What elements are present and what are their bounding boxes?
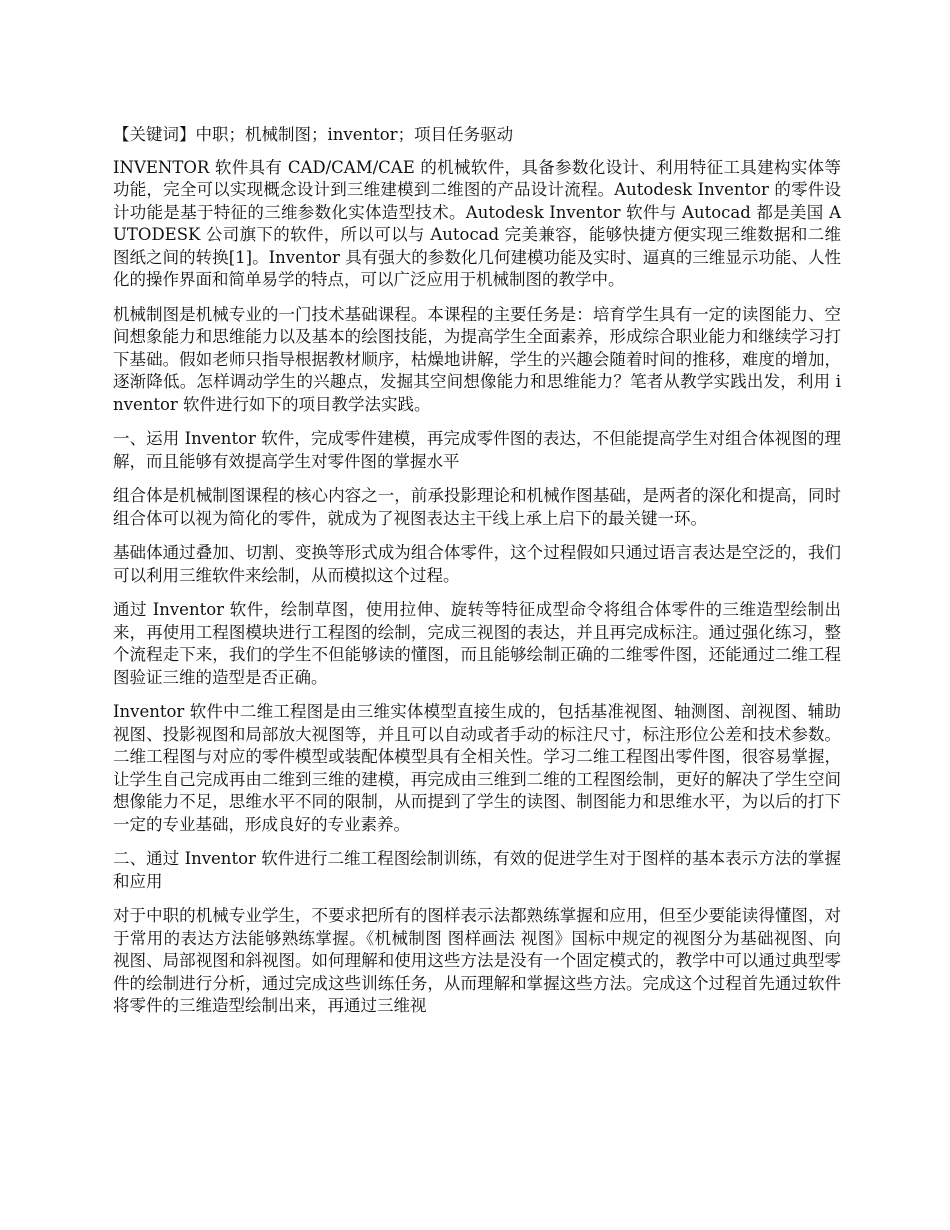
paragraph-2d-drawing: Inventor 软件中二维工程图是由三维实体模型直接生成的，包括基准视图、轴测图、剖视图、辅助视图、投影视图和局部放大视图等，并且可以自动或者手动的标注尺寸，标注形位公差和技术参数。二维工程图与对应的零件模型或装配体模型具有全相关性。学习二维工程图出零件图，很容易掌握，让学生自己完成再由二维到三维的建模，再完成由三维到二维的工程图绘制，更好的解决了学生空间想像能力不足，思维水平不同的限制，从而提到了学生的读图、制图能力和思维水平，为以后的打下一定的专业基础，形成良好的专业素养。 bbox=[113, 702, 841, 834]
keywords-line: 【关键词】中职；机械制图；inventor；项目任务驱动 bbox=[113, 125, 514, 144]
section-heading-1: 一、运用 Inventor 软件，完成零件建模，再完成零件图的表达，不但能提高学生对组合体视图的理解，而且能够有效提高学生对零件图的掌握水平 bbox=[113, 429, 841, 471]
paragraph-sketch-workflow: 通过 Inventor 软件，绘制草图，使用拉伸、旋转等特征成型命令将组合体零件的三维造型绘制出来，再使用工程图模块进行工程图的绘制，完成三视图的表达，并且再完成标注。通过强化练习，整个流程走下来，我们的学生不但能够读的懂图，而且能够绘制正确的二维零件图，还能通过二维工程图验证三维的造型是否正确。 bbox=[113, 600, 841, 687]
section-heading-2: 二、通过 Inventor 软件进行二维工程图绘制训练，有效的促进学生对于图样的基本表示方法的掌握和应用 bbox=[113, 849, 841, 891]
paragraph-inventor-intro: INVENTOR 软件具有 CAD/CAM/CAE 的机械软件，具备参数化设计、利用特征工具建构实体等功能，完全可以实现概念设计到三维建模到二维图的产品设计流程。Autodesk Inventor 的零件设计功能是基于特征的三维参数化实体造型技术。Autodesk Inventor 软件与 Autocad 都是美国 AUTODESK 公司旗下的软件，所以可以与 Autocad 完美兼容，能够快捷方便实现三维数据和二维图纸之间的转换[1]。Inventor 具有强大的参数化几何建模功能及实时、逼真的三维显示功能、人性化的操作界面和简单易学的特点，可以广泛应用于机械制图的教学中。 bbox=[113, 157, 841, 289]
paragraph-combination-body: 组合体是机械制图课程的核心内容之一，前承投影理论和机械作图基础，是两者的深化和提高，同时组合体可以视为简化的零件，就成为了视图表达主干线上承上启下的最关键一环。 bbox=[113, 486, 841, 528]
document-page bbox=[113, 124, 841, 1030]
paragraph-views-methods: 对于中职的机械专业学生，不要求把所有的图样表示法都熟练掌握和应用，但至少要能读得懂图，对于常用的表达方法能够熟练掌握。《机械制图 图样画法 视图》国标中规定的视图分为基础视图、向视图、局部视图和斜视图。如何理解和使用这些方法是没有一个固定模式的，教学中可以通过典型零件的绘制进行分析，通过完成这些训练任务，从而理解和掌握这些方法。完成这个过程首先通过软件将零件的三维造型绘制出来，再通过三维视 bbox=[113, 906, 841, 1015]
paragraph-course-overview: 机械制图是机械专业的一门技术基础课程。本课程的主要任务是：培育学生具有一定的读图能力、空间想象能力和思维能力以及基本的绘图技能，为提高学生全面素养，形成综合职业能力和继续学习打下基础。假如老师只指导根据教材顺序，枯燥地讲解，学生的兴趣会随着时间的推移，难度的增加，逐渐降低。怎样调动学生的兴趣点，发掘其空间想像能力和思维能力？笔者从教学实践出发，利用 inventor 软件进行如下的项目教学法实践。 bbox=[113, 304, 841, 414]
paragraph-basic-body: 基础体通过叠加、切割、变换等形式成为组合体零件，这个过程假如只通过语言表达是空泛的，我们可以利用三维软件来绘制，从而模拟这个过程。 bbox=[113, 543, 841, 585]
